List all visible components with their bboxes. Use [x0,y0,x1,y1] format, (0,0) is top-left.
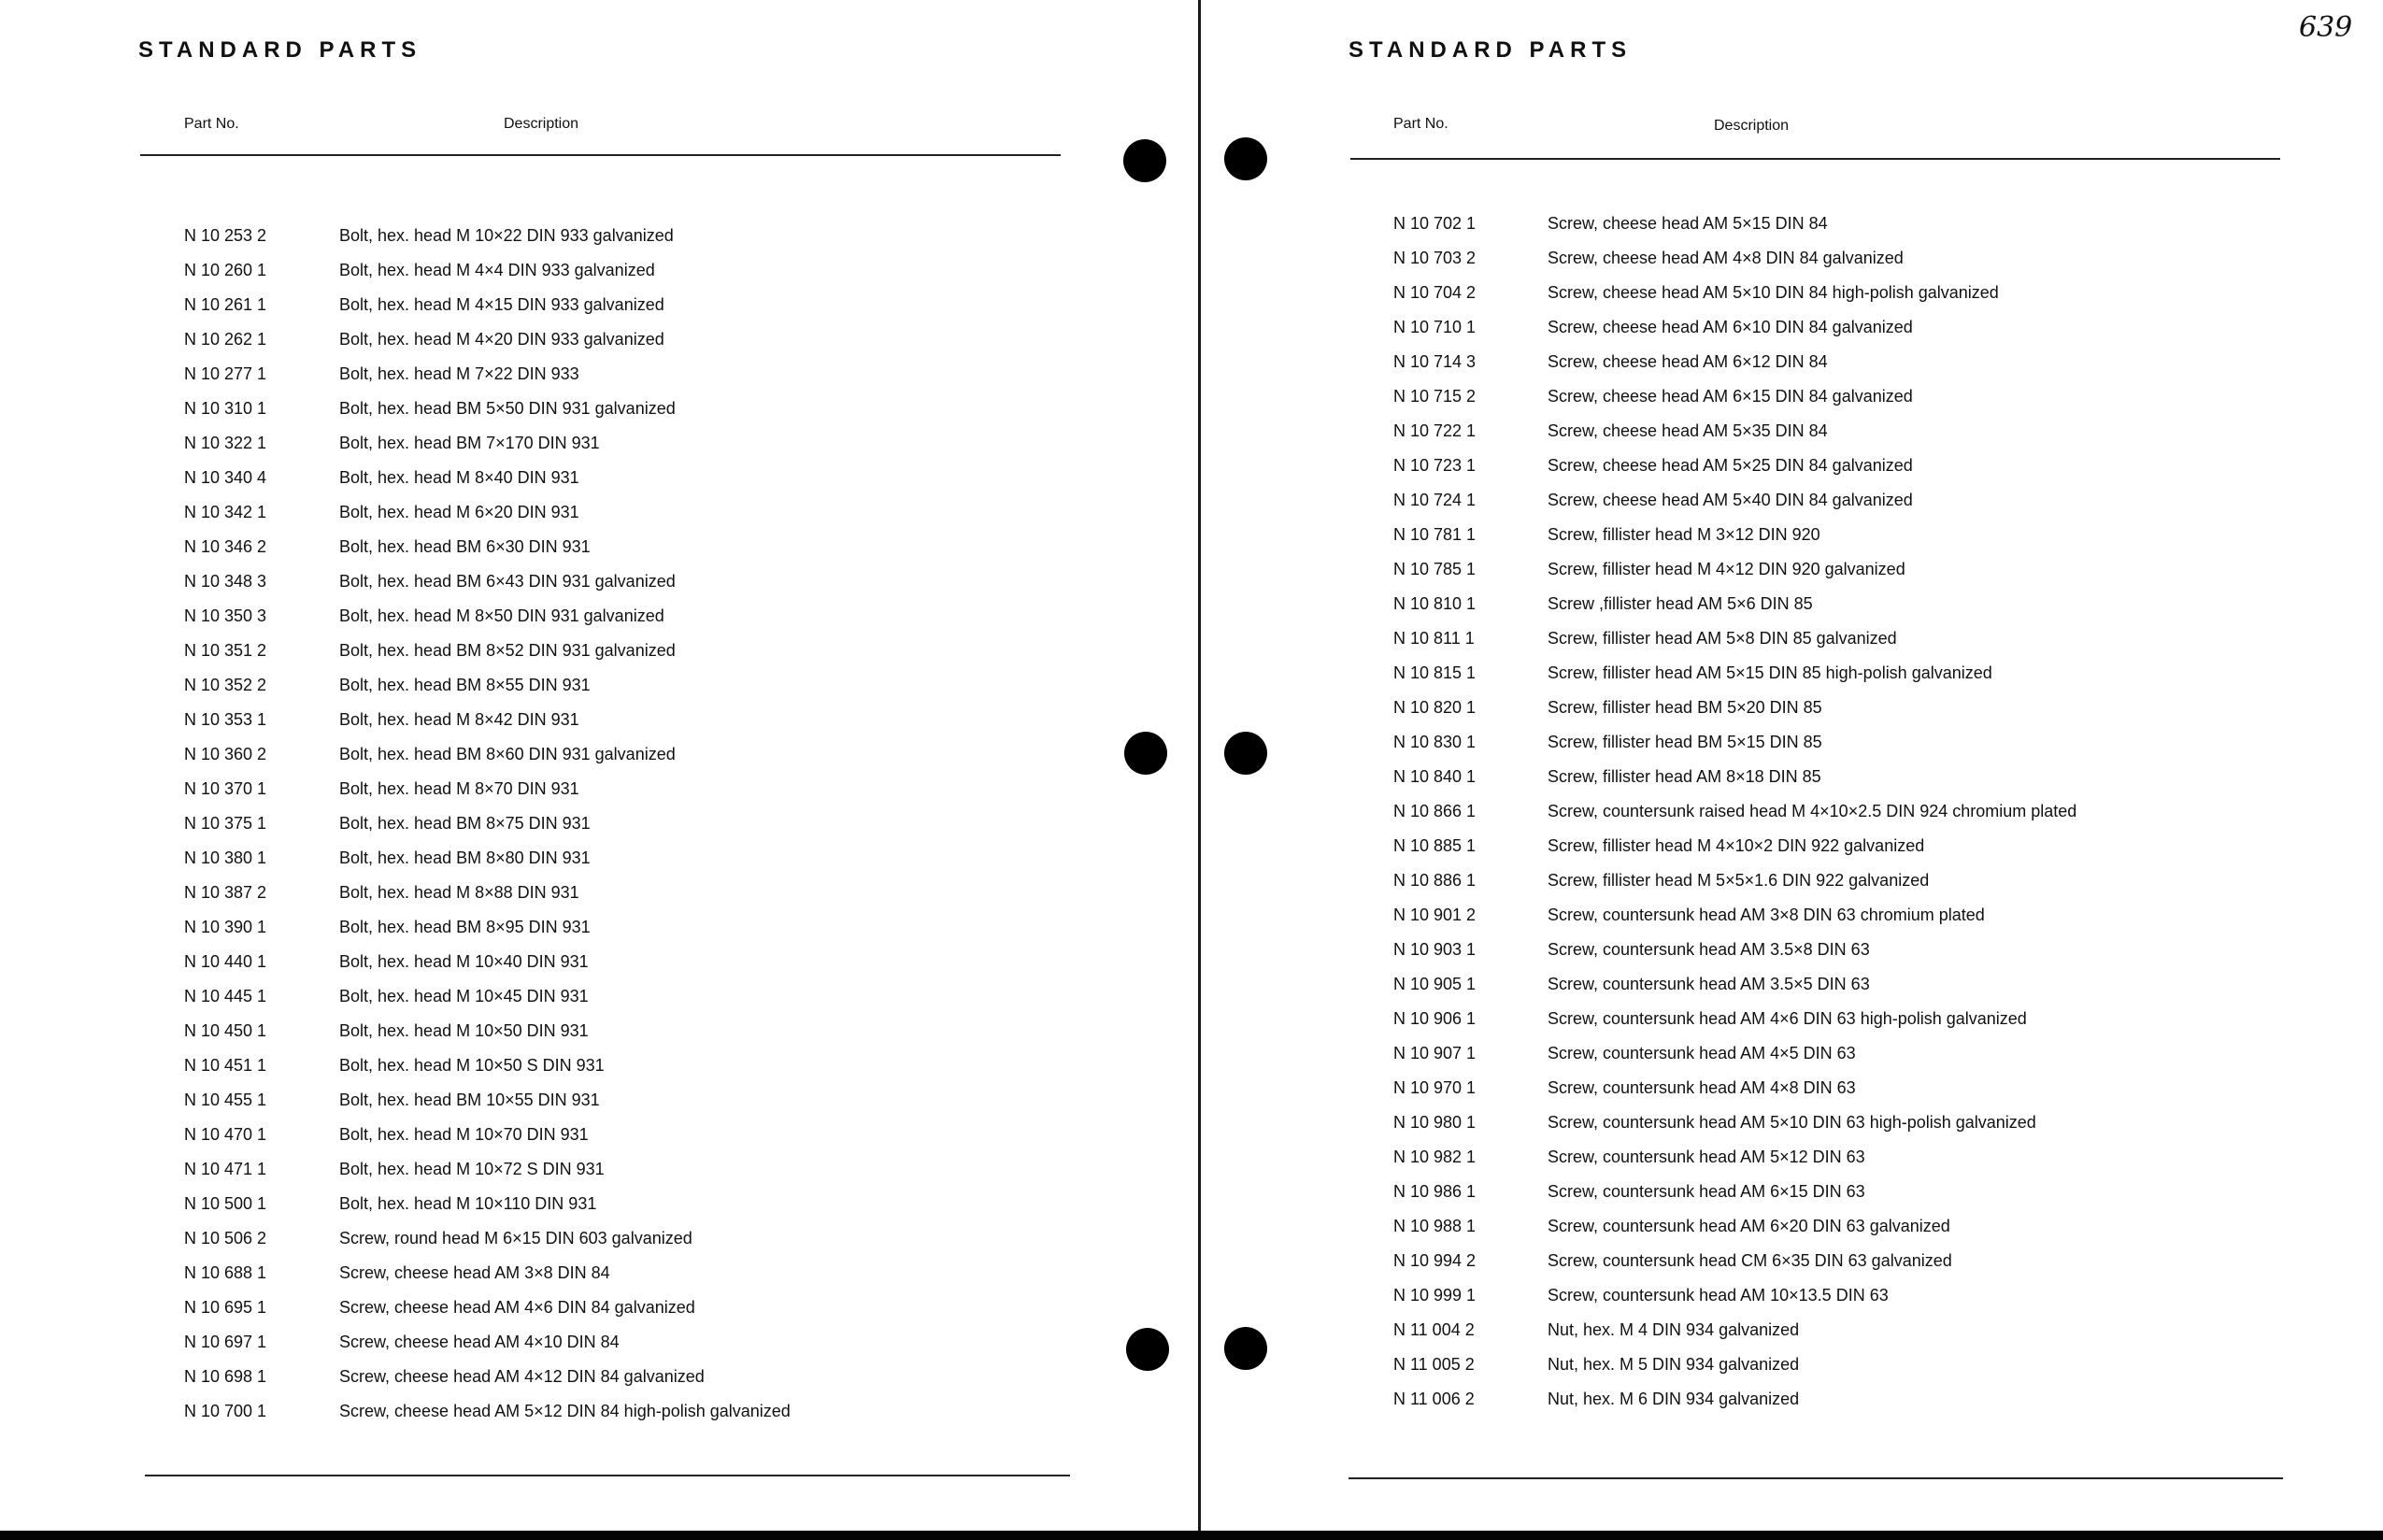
part-number: N 10 346 2 [184,536,267,556]
part-number: N 10 980 1 [1393,1112,1477,1132]
part-description: Bolt, hex. head M 8×50 DIN 931 galvanized [339,606,664,625]
part-row [1393,693,1822,721]
part-description: Screw, countersunk head AM 3×8 DIN 63 chromium plated [1548,905,1985,924]
part-row [184,1155,605,1183]
header-rule [140,154,1061,156]
part-description: Bolt, hex. head M 4×15 DIN 933 galvanized [339,294,664,314]
part-description: Screw, countersunk head AM 6×15 DIN 63 [1548,1181,1865,1201]
part-number: N 10 470 1 [184,1124,267,1144]
footer-rule [145,1475,1070,1476]
right-page [1199,0,2383,1533]
part-row [184,706,579,734]
part-description: Bolt, hex. head BM 8×95 DIN 931 [339,917,591,936]
part-number: N 10 999 1 [1393,1285,1477,1305]
part-row [184,775,579,803]
page-heading: STANDARD PARTS [1348,37,1633,63]
part-row [1393,382,1913,410]
part-number: N 10 698 1 [184,1366,267,1386]
part-row [184,256,655,284]
part-row [1393,763,1821,791]
part-row [184,1259,610,1287]
part-number: N 10 986 1 [1393,1181,1477,1201]
part-row [1393,1316,1799,1344]
part-row [184,1051,605,1079]
part-description: Screw, cheese head AM 6×12 DIN 84 [1548,351,1828,371]
part-number: N 10 500 1 [184,1193,267,1213]
part-row [1393,313,1913,341]
part-row [1393,417,1828,445]
part-description: Bolt, hex. head M 10×110 DIN 931 [339,1193,597,1213]
part-description: Screw, countersunk head AM 6×20 DIN 63 galvanized [1548,1216,1950,1235]
part-description: Screw, round head M 6×15 DIN 603 galvanized [339,1228,692,1248]
part-description: Bolt, hex. head M 8×88 DIN 931 [339,882,579,902]
handwritten-page-number: 639 [2299,11,2353,44]
part-row [184,1120,589,1148]
part-number: N 10 970 1 [1393,1077,1477,1097]
part-row [1393,1212,1950,1240]
part-row [1393,659,1992,687]
part-row [1393,590,1813,618]
part-number: N 10 375 1 [184,813,267,833]
part-description: Nut, hex. M 5 DIN 934 galvanized [1548,1354,1800,1374]
page-heading: STANDARD PARTS [138,37,422,63]
punch-hole [1224,1327,1267,1370]
part-description: Screw, fillister head AM 5×8 DIN 85 galvanized [1548,628,1897,648]
part-description: Screw, countersunk head AM 3.5×8 DIN 63 [1548,939,1870,959]
footer-rule [1348,1477,2283,1479]
part-description: Screw, countersunk head AM 5×10 DIN 63 high-polish galvanized [1548,1112,2036,1132]
part-number: N 10 982 1 [1393,1147,1477,1166]
part-description: Screw ,fillister head AM 5×6 DIN 85 [1548,593,1813,613]
part-number: N 11 004 2 [1393,1319,1475,1339]
part-description: Screw, cheese head AM 3×8 DIN 84 [339,1262,610,1282]
part-row [184,533,591,561]
part-number: N 10 781 1 [1393,524,1477,544]
part-description: Screw, fillister head AM 5×15 DIN 85 high-polish galvanized [1548,663,1992,682]
part-description: Bolt, hex. head M 10×72 S DIN 931 [339,1159,605,1178]
part-row [1393,1350,1799,1378]
part-row [184,567,676,595]
part-description: Screw, cheese head AM 6×15 DIN 84 galvanized [1548,386,1913,406]
part-description: Bolt, hex. head BM 8×75 DIN 931 [339,813,591,833]
part-number: N 10 360 2 [184,744,267,763]
part-row [1393,797,2076,825]
part-description: Bolt, hex. head M 8×70 DIN 931 [339,778,579,798]
part-number: N 10 702 1 [1393,213,1477,233]
part-description: Screw, cheese head AM 6×10 DIN 84 galvanized [1548,317,1913,336]
part-number: N 10 722 1 [1393,421,1477,440]
part-description: Bolt, hex. head BM 8×80 DIN 931 [339,848,591,867]
part-description: Bolt, hex. head M 10×22 DIN 933 galvanized [339,225,674,245]
part-description: Screw, cheese head AM 5×35 DIN 84 [1548,421,1828,440]
part-description: Screw, countersunk head AM 4×6 DIN 63 high-polish galvanized [1548,1008,2027,1028]
part-row [184,221,674,250]
part-number: N 11 005 2 [1393,1354,1475,1374]
part-number: N 10 704 2 [1393,282,1477,302]
part-row [1393,728,1822,756]
column-header-part-no: Part No. [1393,116,1448,132]
part-row [1393,1281,1889,1309]
part-number: N 10 277 1 [184,364,267,383]
part-number: N 10 866 1 [1393,801,1477,820]
punch-hole [1123,139,1166,182]
part-number: N 10 451 1 [184,1055,267,1075]
part-description: Screw, fillister head AM 8×18 DIN 85 [1548,766,1821,786]
part-row [184,1397,791,1425]
part-description: Screw, countersunk head AM 4×8 DIN 63 [1548,1077,1856,1097]
part-description: Bolt, hex. head BM 10×55 DIN 931 [339,1090,600,1109]
part-description: Screw, cheese head AM 4×10 DIN 84 [339,1332,620,1351]
part-row [1393,244,1904,272]
part-description: Screw, cheese head AM 5×15 DIN 84 [1548,213,1828,233]
part-row [1393,486,1913,514]
part-description: Bolt, hex. head M 8×40 DIN 931 [339,467,579,487]
part-number: N 10 903 1 [1393,939,1477,959]
part-description: Bolt, hex. head M 8×42 DIN 931 [339,709,579,729]
part-number: N 10 390 1 [184,917,267,936]
part-row [1393,832,1924,860]
part-number: N 10 440 1 [184,951,267,971]
part-number: N 10 342 1 [184,502,267,521]
part-number: N 10 350 3 [184,606,267,625]
part-row [184,636,676,664]
part-row [184,809,591,837]
part-description: Bolt, hex. head BM 8×52 DIN 931 galvanized [339,640,676,660]
part-number: N 10 715 2 [1393,386,1477,406]
part-number: N 10 455 1 [184,1090,267,1109]
part-number: N 10 811 1 [1393,628,1475,648]
part-description: Screw, fillister head M 4×12 DIN 920 galvanized [1548,559,1905,578]
part-description: Bolt, hex. head BM 6×30 DIN 931 [339,536,591,556]
part-row [1393,520,1820,549]
part-description: Bolt, hex. head M 4×20 DIN 933 galvanized [339,329,664,349]
part-description: Bolt, hex. head M 10×40 DIN 931 [339,951,589,971]
punch-hole [1126,1328,1169,1371]
part-description: Screw, cheese head AM 5×10 DIN 84 high-polish galvanized [1548,282,1999,302]
part-row [184,1017,589,1045]
part-number: N 10 785 1 [1393,559,1477,578]
part-number: N 10 830 1 [1393,732,1477,751]
part-number: N 10 352 2 [184,675,267,694]
part-description: Bolt, hex. head M 4×4 DIN 933 galvanized [339,260,655,279]
punch-hole [1124,732,1167,775]
part-row [1393,209,1828,237]
part-number: N 10 380 1 [184,848,267,867]
part-number: N 10 723 1 [1393,455,1477,475]
part-row [1393,901,1985,929]
part-number: N 10 703 2 [1393,248,1477,267]
part-number: N 10 260 1 [184,260,267,279]
part-row [184,844,591,872]
part-number: N 10 353 1 [184,709,267,729]
part-row [184,671,591,699]
part-number: N 10 471 1 [184,1159,267,1178]
part-row [1393,866,1929,894]
part-description: Bolt, hex. head BM 5×50 DIN 931 galvanized [339,398,676,418]
part-row [184,982,589,1010]
part-row [1393,348,1828,376]
part-row [1393,1108,2036,1136]
part-number: N 10 262 1 [184,329,267,349]
part-row [184,948,589,976]
part-description: Bolt, hex. head M 10×50 S DIN 931 [339,1055,605,1075]
part-row [1393,935,1870,963]
part-description: Screw, fillister head BM 5×15 DIN 85 [1548,732,1822,751]
column-header-description: Description [1714,118,1790,134]
part-description: Bolt, hex. head BM 6×43 DIN 931 galvanized [339,571,676,591]
part-description: Screw, cheese head AM 4×6 DIN 84 galvanized [339,1297,695,1317]
part-row [184,325,664,353]
part-number: N 10 905 1 [1393,974,1477,993]
part-description: Screw, cheese head AM 4×12 DIN 84 galvanized [339,1366,705,1386]
part-row [184,913,591,941]
part-description: Screw, cheese head AM 5×25 DIN 84 galvanized [1548,455,1913,475]
part-description: Bolt, hex. head M 10×45 DIN 931 [339,986,589,1005]
part-description: Bolt, hex. head M 10×50 DIN 931 [339,1020,589,1040]
part-description: Bolt, hex. head M 7×22 DIN 933 [339,364,579,383]
part-row [1393,451,1913,479]
part-description: Screw, countersunk head CM 6×35 DIN 63 galvanized [1548,1250,1952,1270]
part-row [184,1224,692,1252]
part-number: N 10 810 1 [1393,593,1477,613]
part-number: N 10 688 1 [184,1262,267,1282]
part-row [184,1328,620,1356]
part-number: N 10 714 3 [1393,351,1477,371]
part-row [1393,1385,1799,1413]
part-number: N 10 310 1 [184,398,267,418]
header-rule [1350,158,2280,160]
part-row [1393,278,1999,307]
part-description: Nut, hex. M 6 DIN 934 galvanized [1548,1389,1800,1408]
part-number: N 10 450 1 [184,1020,267,1040]
part-description: Screw, fillister head BM 5×20 DIN 85 [1548,697,1822,717]
part-row [184,740,676,768]
part-row [184,291,664,319]
part-row [184,1293,695,1321]
part-row [1393,624,1897,652]
part-number: N 10 885 1 [1393,835,1477,855]
part-description: Screw, fillister head M 5×5×1.6 DIN 922 galvanized [1548,870,1930,890]
part-description: Screw, countersunk head AM 10×13.5 DIN 63 [1548,1285,1889,1305]
part-row [1393,555,1905,583]
part-number: N 10 840 1 [1393,766,1477,786]
part-number: N 10 724 1 [1393,490,1477,509]
part-description: Screw, fillister head M 3×12 DIN 920 [1548,524,1820,544]
part-number: N 10 988 1 [1393,1216,1477,1235]
part-row [1393,1074,1856,1102]
part-number: N 11 006 2 [1393,1389,1475,1408]
part-number: N 10 886 1 [1393,870,1477,890]
part-number: N 10 994 2 [1393,1250,1477,1270]
part-description: Screw, countersunk raised head M 4×10×2.5 DIN 924 chromium plated [1548,801,2077,820]
part-description: Bolt, hex. head BM 8×55 DIN 931 [339,675,591,694]
punch-hole [1224,732,1267,775]
part-number: N 10 820 1 [1393,697,1477,717]
part-number: N 10 322 1 [184,433,267,452]
part-number: N 10 445 1 [184,986,267,1005]
part-description: Nut, hex. M 4 DIN 934 galvanized [1548,1319,1800,1339]
part-number: N 10 695 1 [184,1297,267,1317]
part-description: Bolt, hex. head BM 8×60 DIN 931 galvanized [339,744,676,763]
part-description: Bolt, hex. head M 10×70 DIN 931 [339,1124,589,1144]
column-header-part-no: Part No. [184,116,239,132]
part-row [184,1362,705,1390]
part-description: Screw, fillister head M 4×10×2 DIN 922 galvanized [1548,835,1925,855]
part-number: N 10 348 3 [184,571,267,591]
part-row [1393,1177,1865,1205]
column-header-description: Description [504,116,579,132]
part-number: N 10 710 1 [1393,317,1477,336]
part-row [1393,1143,1865,1171]
scan-bottom-edge [0,1531,2383,1540]
part-description: Screw, cheese head AM 5×12 DIN 84 high-polish galvanized [339,1401,791,1420]
part-number: N 10 261 1 [184,294,267,314]
part-row [184,1086,600,1114]
part-number: N 10 697 1 [184,1332,267,1351]
part-row [184,394,676,422]
part-number: N 10 700 1 [184,1401,267,1420]
part-number: N 10 901 2 [1393,905,1477,924]
part-description: Bolt, hex. head BM 7×170 DIN 931 [339,433,600,452]
punch-hole [1224,137,1267,180]
part-row [1393,970,1870,998]
part-number: N 10 351 2 [184,640,267,660]
part-row [184,602,664,630]
part-row [184,498,579,526]
part-number: N 10 906 1 [1393,1008,1477,1028]
part-number: N 10 815 1 [1393,663,1477,682]
part-row [184,878,579,906]
part-row [1393,1247,1952,1275]
part-description: Bolt, hex. head M 6×20 DIN 931 [339,502,579,521]
part-description: Screw, cheese head AM 5×40 DIN 84 galvanized [1548,490,1913,509]
part-row [1393,1005,2027,1033]
part-row [184,429,600,457]
part-row [184,463,579,492]
part-description: Screw, countersunk head AM 3.5×5 DIN 63 [1548,974,1870,993]
part-description: Screw, countersunk head AM 5×12 DIN 63 [1548,1147,1865,1166]
part-row [184,360,579,388]
part-description: Screw, cheese head AM 4×8 DIN 84 galvanized [1548,248,1904,267]
part-number: N 10 340 4 [184,467,267,487]
part-row [1393,1039,1856,1067]
part-number: N 10 253 2 [184,225,267,245]
part-number: N 10 370 1 [184,778,267,798]
part-number: N 10 907 1 [1393,1043,1477,1062]
part-row [184,1190,596,1218]
part-number: N 10 387 2 [184,882,267,902]
part-number: N 10 506 2 [184,1228,267,1248]
part-description: Screw, countersunk head AM 4×5 DIN 63 [1548,1043,1856,1062]
